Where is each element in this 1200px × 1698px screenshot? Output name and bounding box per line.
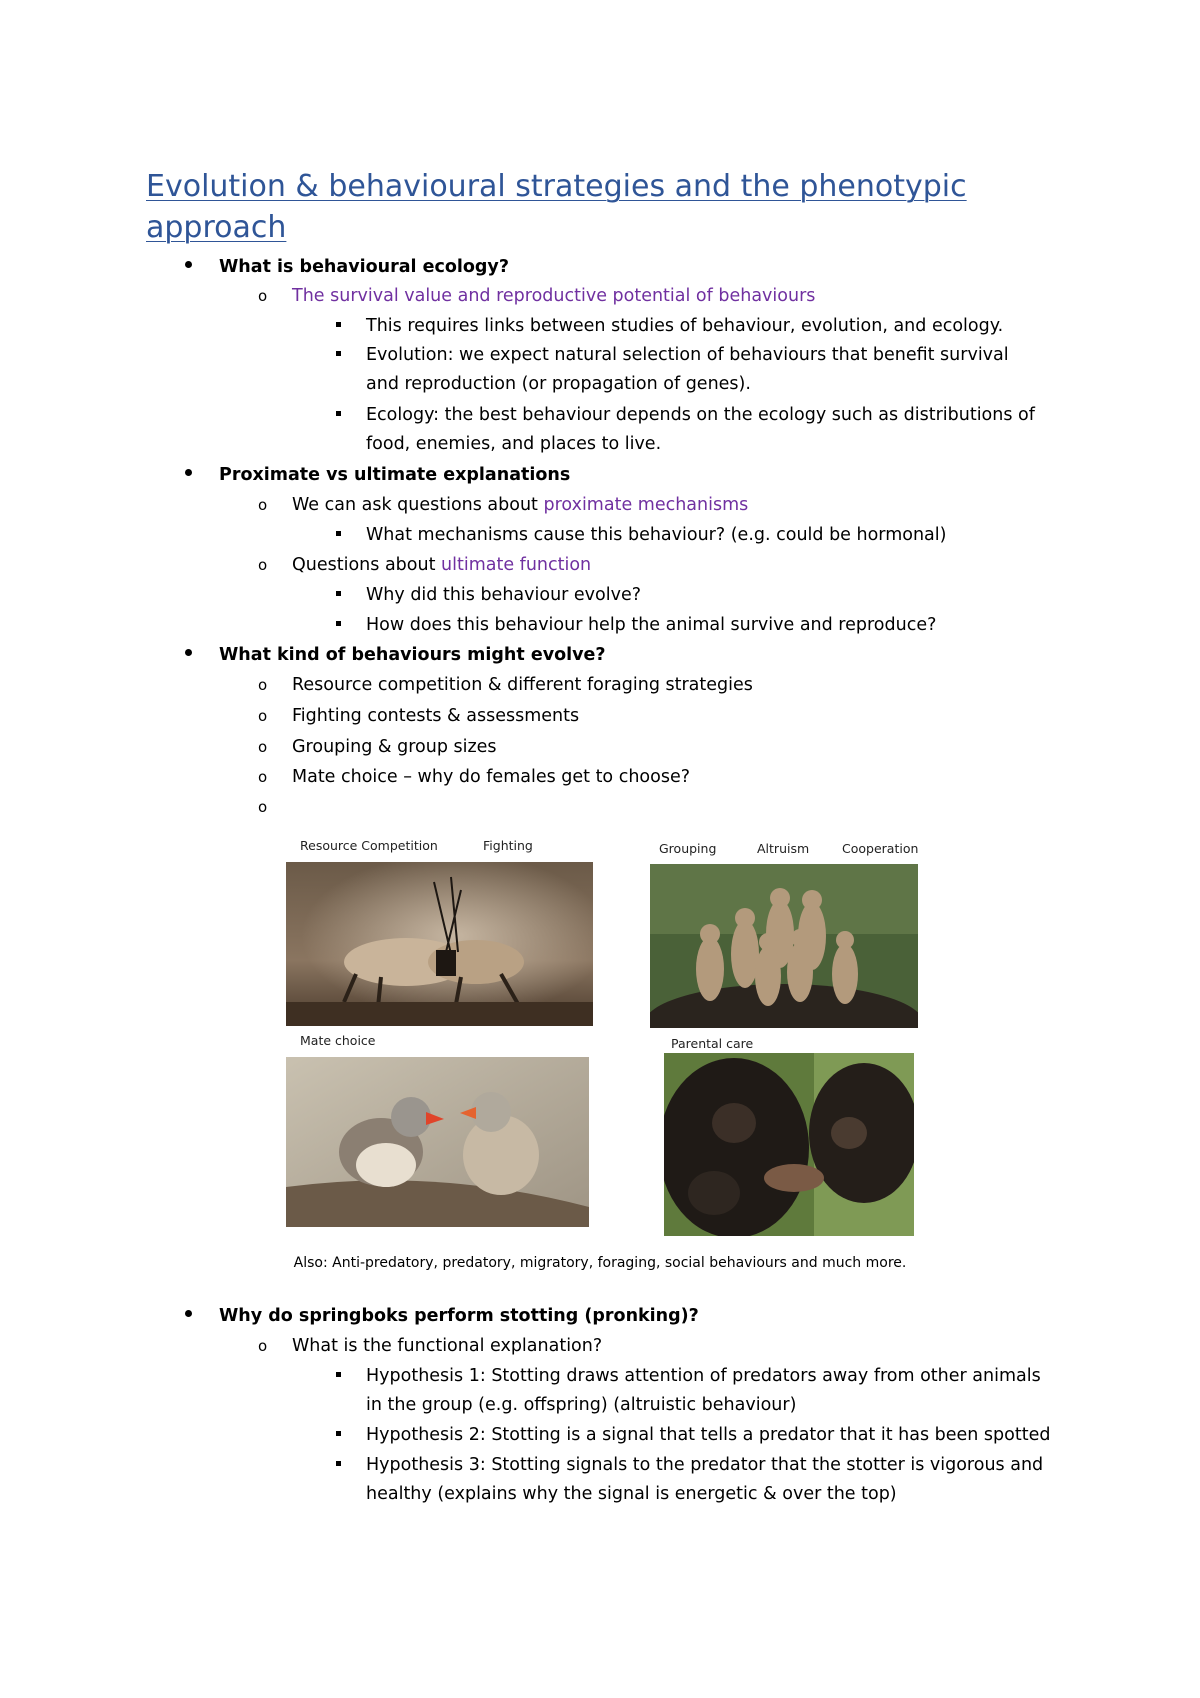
sub-item: Resource competition & different foraging strategies (292, 675, 753, 695)
list-item: This requires links between studies of behaviour, evolution, and ecology. (366, 316, 1004, 336)
circle-bullet-icon: o (258, 496, 268, 514)
sub-item: The survival value and reproductive potential of behaviours (292, 286, 816, 306)
square-bullet-icon (336, 621, 341, 626)
circle-bullet-icon: o (258, 1337, 268, 1355)
sub-item: Mate choice – why do females get to choose? (292, 767, 690, 787)
sub-item: Grouping & group sizes (292, 737, 497, 757)
caption-parental-care: Parental care (671, 1036, 754, 1051)
sub-item: We can ask questions about proximate mechanisms (292, 495, 749, 515)
square-bullet-icon (336, 531, 341, 536)
hypothesis-2: Hypothesis 2: Stotting is a signal that tells a predator that it has been spotted (366, 1425, 1051, 1445)
section-heading: What kind of behaviours might evolve? (219, 645, 606, 665)
list-item-continued: and reproduction (or propagation of genes). (366, 374, 751, 394)
section-heading: Proximate vs ultimate explanations (219, 465, 571, 485)
list-item: What mechanisms cause this behaviour? (e.g. could be hormonal) (366, 525, 947, 545)
sub-item: Fighting contests & assessments (292, 706, 580, 726)
list-item: Why did this behaviour evolve? (366, 585, 642, 605)
section-heading: What is behavioural ecology? (219, 257, 509, 277)
hypothesis-3-continued: healthy (explains why the signal is energetic & over the top) (366, 1484, 897, 1504)
chimpanzees-parental-care-image (664, 1053, 914, 1236)
list-item: How does this behaviour help the animal survive and reproduce? (366, 615, 937, 635)
square-bullet-icon (336, 1372, 341, 1377)
sub-item: Questions about ultimate function (292, 555, 592, 575)
section-heading: Why do springboks perform stotting (pronking)? (219, 1306, 699, 1326)
square-bullet-icon (336, 322, 341, 327)
circle-bullet-icon: o (258, 676, 268, 694)
square-bullet-icon (336, 1461, 341, 1466)
hypothesis-3: Hypothesis 3: Stotting signals to the predator that the stotter is vigorous and (366, 1455, 1044, 1475)
circle-bullet-icon: o (258, 287, 268, 305)
list-item-continued: food, enemies, and places to live. (366, 434, 662, 454)
caption-mate-choice: Mate choice (300, 1033, 376, 1048)
meerkats-grouping-image (650, 864, 918, 1028)
page-title: Evolution & behavioural strategies and the phenotypic approach (146, 169, 967, 245)
caption-resource-competition: Resource Competition (300, 838, 438, 853)
sub-item: What is the functional explanation? (292, 1336, 603, 1356)
bullet-icon (185, 649, 192, 656)
finches-mate-choice-image (286, 1057, 589, 1227)
circle-bullet-icon: o (258, 768, 268, 786)
square-bullet-icon (336, 411, 341, 416)
bullet-icon (185, 261, 192, 268)
square-bullet-icon (336, 591, 341, 596)
caption-cooperation: Cooperation (842, 841, 919, 856)
caption-grouping: Grouping (659, 841, 717, 856)
list-item: Evolution: we expect natural selection of behaviours that benefit survival (366, 345, 1009, 365)
list-item: Ecology: the best behaviour depends on the ecology such as distributions of (366, 405, 1035, 425)
circle-bullet-icon: o (258, 738, 268, 756)
caption-altruism: Altruism (757, 841, 810, 856)
bullet-icon (185, 1310, 192, 1317)
square-bullet-icon (336, 1431, 341, 1436)
circle-bullet-icon: o (258, 798, 268, 816)
hypothesis-1-continued: in the group (e.g. offspring) (altruistic behaviour) (366, 1395, 797, 1415)
also-note: Also: Anti-predatory, predatory, migratory, foraging, social behaviours and much more. (293, 1255, 907, 1271)
circle-bullet-icon: o (258, 556, 268, 574)
square-bullet-icon (336, 351, 341, 356)
oryx-fighting-image (286, 862, 593, 1026)
caption-fighting: Fighting (483, 838, 533, 853)
circle-bullet-icon: o (258, 707, 268, 725)
hypothesis-1: Hypothesis 1: Stotting draws attention of predators away from other animals (366, 1366, 1041, 1386)
bullet-icon (185, 469, 192, 476)
